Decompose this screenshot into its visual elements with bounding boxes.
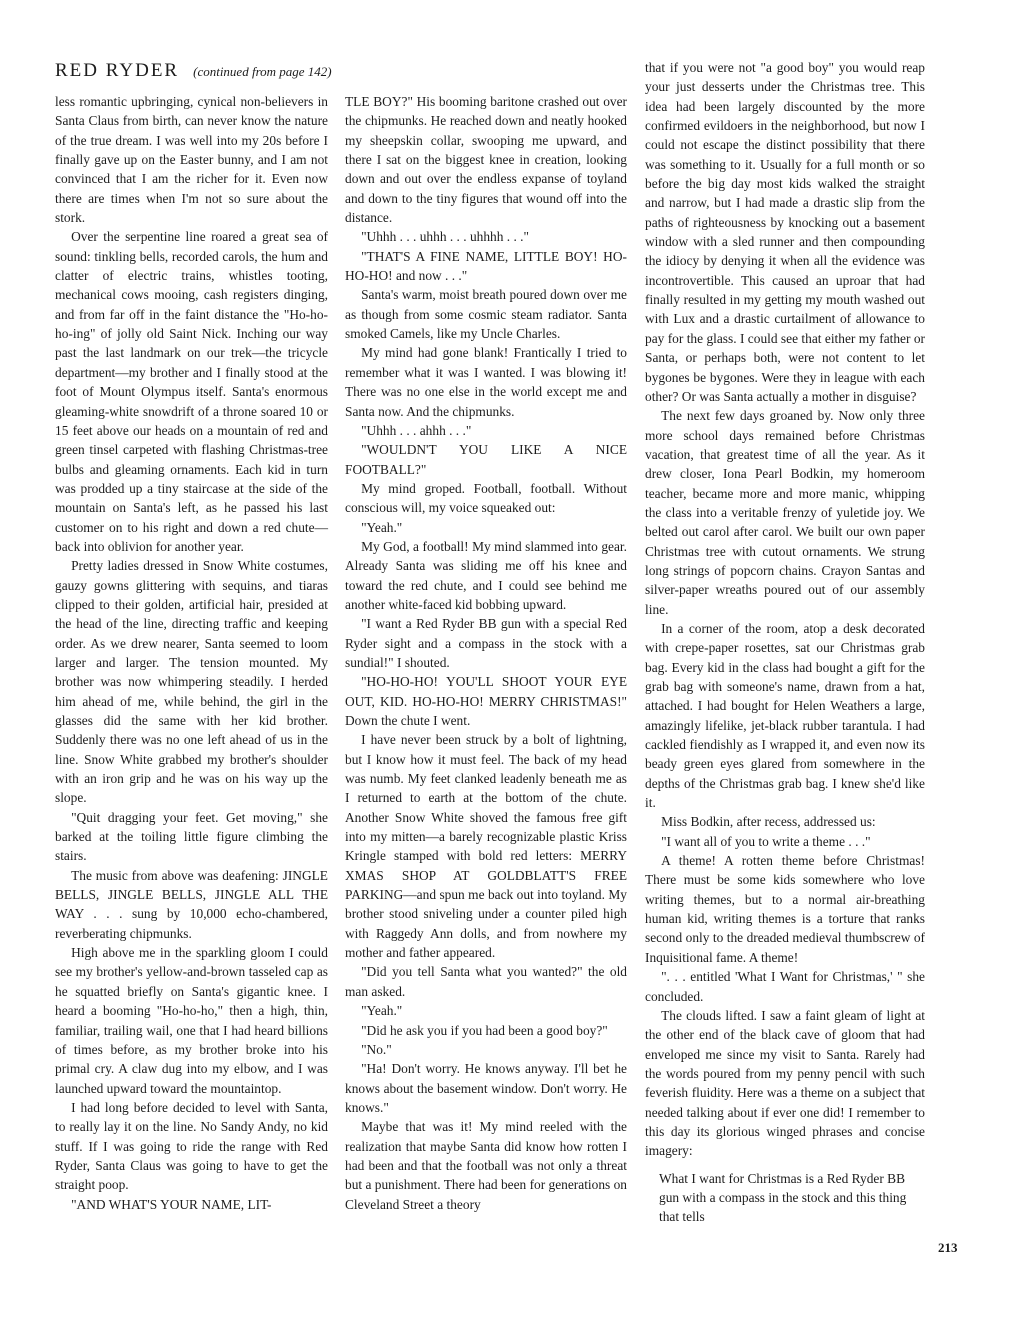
paragraph: "HO-HO-HO! YOU'LL SHOOT YOUR EYE OUT, KID. HO-HO-HO! MERRY CHRISTMAS!" Down the chute I went.: [345, 674, 627, 728]
paragraph: "Ha! Don't worry. He knows anyway. I'll bet he knows about the basement window. Don't worry. He knows.": [345, 1061, 627, 1115]
paragraph: I have never been struck by a bolt of lightning, but I know how it must feel. The back of my head was numb. My feet clanked leadenly beneath me as I returned to earth at the bottom of the chute. Another Snow White shoved the famous free gift into my mitten—a barely recognizable plastic Kriss Kringle stamped with bold red letters: MERRY XMAS SHOP AT GOLDBLATT'S FREE PARKING—and spun me back out into toyland. My brother stood sniveling under a counter piled high with Raggedy Ann dolls, and from nowhere my mother and father appeared.: [345, 732, 627, 961]
theme-quote: What I want for Christmas is a Red Ryder BB gun with a compass in the stock and this thing that tells: [659, 1170, 907, 1225]
paragraph: less romantic upbringing, cynical non-believers in Santa Claus from birth, can never know the nature of the true dream. I was well into my 20s before I finally gave up on the Easter bunny, and I am not convinced that I am the richer for it. Even now there are times when I'm not so sure about the stork.: [55, 94, 328, 226]
paragraph: "No.": [361, 1041, 392, 1057]
paragraph: A theme! A rotten theme before Christmas! There must be some kids somewhere who love writing themes, but to a normal air-breathing human kid, writing themes is a torture that ranks second only to the dreaded medieval thumbscrew of Inquisitional fame. A theme!: [645, 853, 925, 965]
paragraph: TLE BOY?" His booming baritone crashed out over the chipmunks. He reached down and neatly hooked my sheepskin collar, swooping me upward, and there I sat on the biggest knee in creation, looking down and out over the endless expanse of toyland and down to the tiny figures that wound off into the distance.: [345, 94, 627, 226]
paragraph: that if you were not "a good boy" you would reap your just desserts under the Christmas tree. This idea had been largely discounted by the more confirmed evildoers in the neighborhood, but now I could not escape the distinct possibility that there was something to it. Usually for a full month or so before the big day most kids walked the straight and narrow, but I had made a drastic slip from the paths of righteousness by knocking out a basement window with a sled runner and then compounding the idiocy by denying it when all the evidence was incontrovertible. This caused an uproar that had finally resulted in my getting my mouth washed out with Lux and a drastic curtailment of allowance to pay for the glass. I could see that either my father or Santa, or perhaps both, were not content to let bygones be bygones. Were they in league with each other? Or was Santa actually a mother in disguise?: [645, 60, 925, 404]
paragraph: Over the serpentine line roared a great sea of sound: tinkling bells, recorded carols, the hum and clatter of electric trains, whistles tooting, mechanical cows mooing, cash registers dinging, and from far off in the faint distance the "Ho-ho-ho-ing" of jolly old Saint Nick. Inching our way past the last landmark on our trek—the tricycle department—my brother and I finally stood at the foot of Mount Olympus itself. Santa's enormous gleaming-white snowdrift of a throne soared 10 or 15 feet above our heads on a mountain of red and green tinsel carpeted with flashing Christmas-tree bulbs and gleaming ornaments. Each kid in turn was prodded up a tiny staircase at the side of the mountain on Santa's left, as he passed his last customer on to his right and down a red chute—back into oblivion for another year.: [55, 229, 328, 554]
text-column-2: [345, 92, 627, 1214]
paragraph: "WOULDN'T YOU LIKE A NICE FOOTBALL?": [345, 442, 627, 477]
paragraph: High above me in the sparkling gloom I could see my brother's yellow-and-brown tasseled cap as he squatted briefly on Santa's gigantic knee. I heard a booming "Ho-ho-ho," then a high, thin, familiar, trailing wail, one that I had heard billions of times before, as my brother broke into his primal cry. A claw dug into my elbow, and I was launched upward toward the mountaintop.: [55, 945, 328, 1096]
paragraph: "I want all of you to write a theme . . .": [661, 833, 871, 849]
paragraph: In a corner of the room, atop a desk decorated with crepe-paper rosettes, sat our Christmas grab bag. Every kid in the class had bought a gift for the grab bag with someone's name, drawn from a hat, attached. I had bought for Helen Weathers a large, amazingly lifelike, jet-black rubber tarantula. I had cackled fiendishly as I wrapped it, and even now its beady green eyes glared from somewhere in the depths of the Christmas grab bag. I knew she'd like it.: [645, 620, 925, 811]
paragraph: I had long before decided to level with Santa, to really lay it on the line. No Sandy Andy, no kid stuff. If I was going to ride the range with Red Ryder, Santa Claus was going to have to get the straight poop.: [55, 1099, 328, 1193]
paragraph: Santa's warm, moist breath poured down over me as though from some cosmic steam radiator. Santa smoked Camels, like my Uncle Charles.: [345, 287, 627, 342]
paragraph: "Yeah.": [361, 1003, 403, 1019]
paragraph: "I want a Red Ryder BB gun with a special Red Ryder sight and a compass in the stock with a sundial!" I shouted.: [345, 616, 627, 670]
paragraph: The music from above was deafening: JINGLE BELLS, JINGLE BELLS, JINGLE ALL THE WAY . . . sung by 10,000 echo-chambered, reverberating chipmunks.: [55, 867, 328, 941]
paragraph: "Uhhh . . . uhhh . . . uhhhh . . .": [361, 229, 529, 245]
article-header: [55, 60, 332, 88]
paragraph: "AND WHAT'S YOUR NAME, LIT-: [71, 1196, 272, 1212]
paragraph: My God, a football! My mind slammed into gear. Already Santa was sliding me off his knee and toward the red chute, and I could see behind me another white-faced kid bobbing upward.: [345, 538, 627, 612]
article-title: RED RYDER: [55, 60, 180, 81]
paragraph: ". . . entitled 'What I Want for Christmas,' " she concluded.: [645, 969, 925, 1004]
paragraph: "Quit dragging your feet. Get moving," she barked at the toiling little figure climbing the stairs.: [55, 809, 328, 864]
continued-note: (continued from page 142): [193, 64, 332, 79]
paragraph: My mind had gone blank! Frantically I tried to remember what it was I wanted. I was blowing it! There was no one else in the world except me and Santa now. And the chipmunks.: [345, 345, 627, 419]
paragraph: Maybe that was it! My mind reeled with the realization that maybe Santa did know how rotten I had been and that the football was not only a threat but a punishment. There had been for generations on Cleveland Street a theory: [345, 1119, 627, 1212]
text-column-1: [55, 92, 328, 1214]
text-column-3: [645, 58, 925, 1227]
page-number: 213: [938, 1240, 958, 1255]
paragraph: "Yeah.": [361, 519, 403, 535]
paragraph: "Uhhh . . . ahhh . . .": [361, 422, 472, 438]
paragraph: "Did you tell Santa what you wanted?" the old man asked.: [345, 964, 627, 999]
paragraph: The next few days groaned by. Now only three more school days remained before Christmas vacation, that greatest time of all the year. As it drew closer, Iona Pearl Bodkin, my homeroom teacher, became more and more manic, whipping the class into a veritable frenzy of yuletide joy. We belted out carol after carol. We built our own paper Christmas tree with cutout ornaments. We strung long strings of popcorn chains. Crayon Santas and silver-paper wreaths poured out of our assembly line.: [645, 408, 925, 617]
paragraph: Pretty ladies dressed in Snow White costumes, gauzy gowns glittering with sequins, and tiaras clipped to their golden, artificial hair, presided at the head of the line, directing traffic and keeping order. As we drew nearer, Santa seemed to loom larger and larger. The tension mounted. My brother was now whimpering steadily. I herded him ahead of me, while behind, the girl in the glasses did the same with her kid brother. Suddenly there was no one left ahead of us in the line. Snow White grabbed my brother's shoulder with an iron grip and he was on his way up the slope.: [55, 558, 328, 806]
paragraph: "THAT'S A FINE NAME, LITTLE BOY! HO-HO-HO! and now . . .": [345, 248, 627, 284]
paragraph: "Did he ask you if you had been a good boy?": [361, 1022, 608, 1038]
paragraph: My mind groped. Football, football. Without conscious will, my voice squeaked out:: [345, 480, 627, 516]
paragraph: The clouds lifted. I saw a faint gleam of light at the other end of the black cave of gloom that had enveloped me since my visit to Santa. Rarely had the words poured from my penny pencil with such feverish fluidity. Here was a theme on a subject that needed talking about if ever one did! I remember to this day its glorious winged phrases and concise imagery:: [645, 1007, 925, 1159]
paragraph: Miss Bodkin, after recess, addressed us:: [661, 814, 876, 830]
